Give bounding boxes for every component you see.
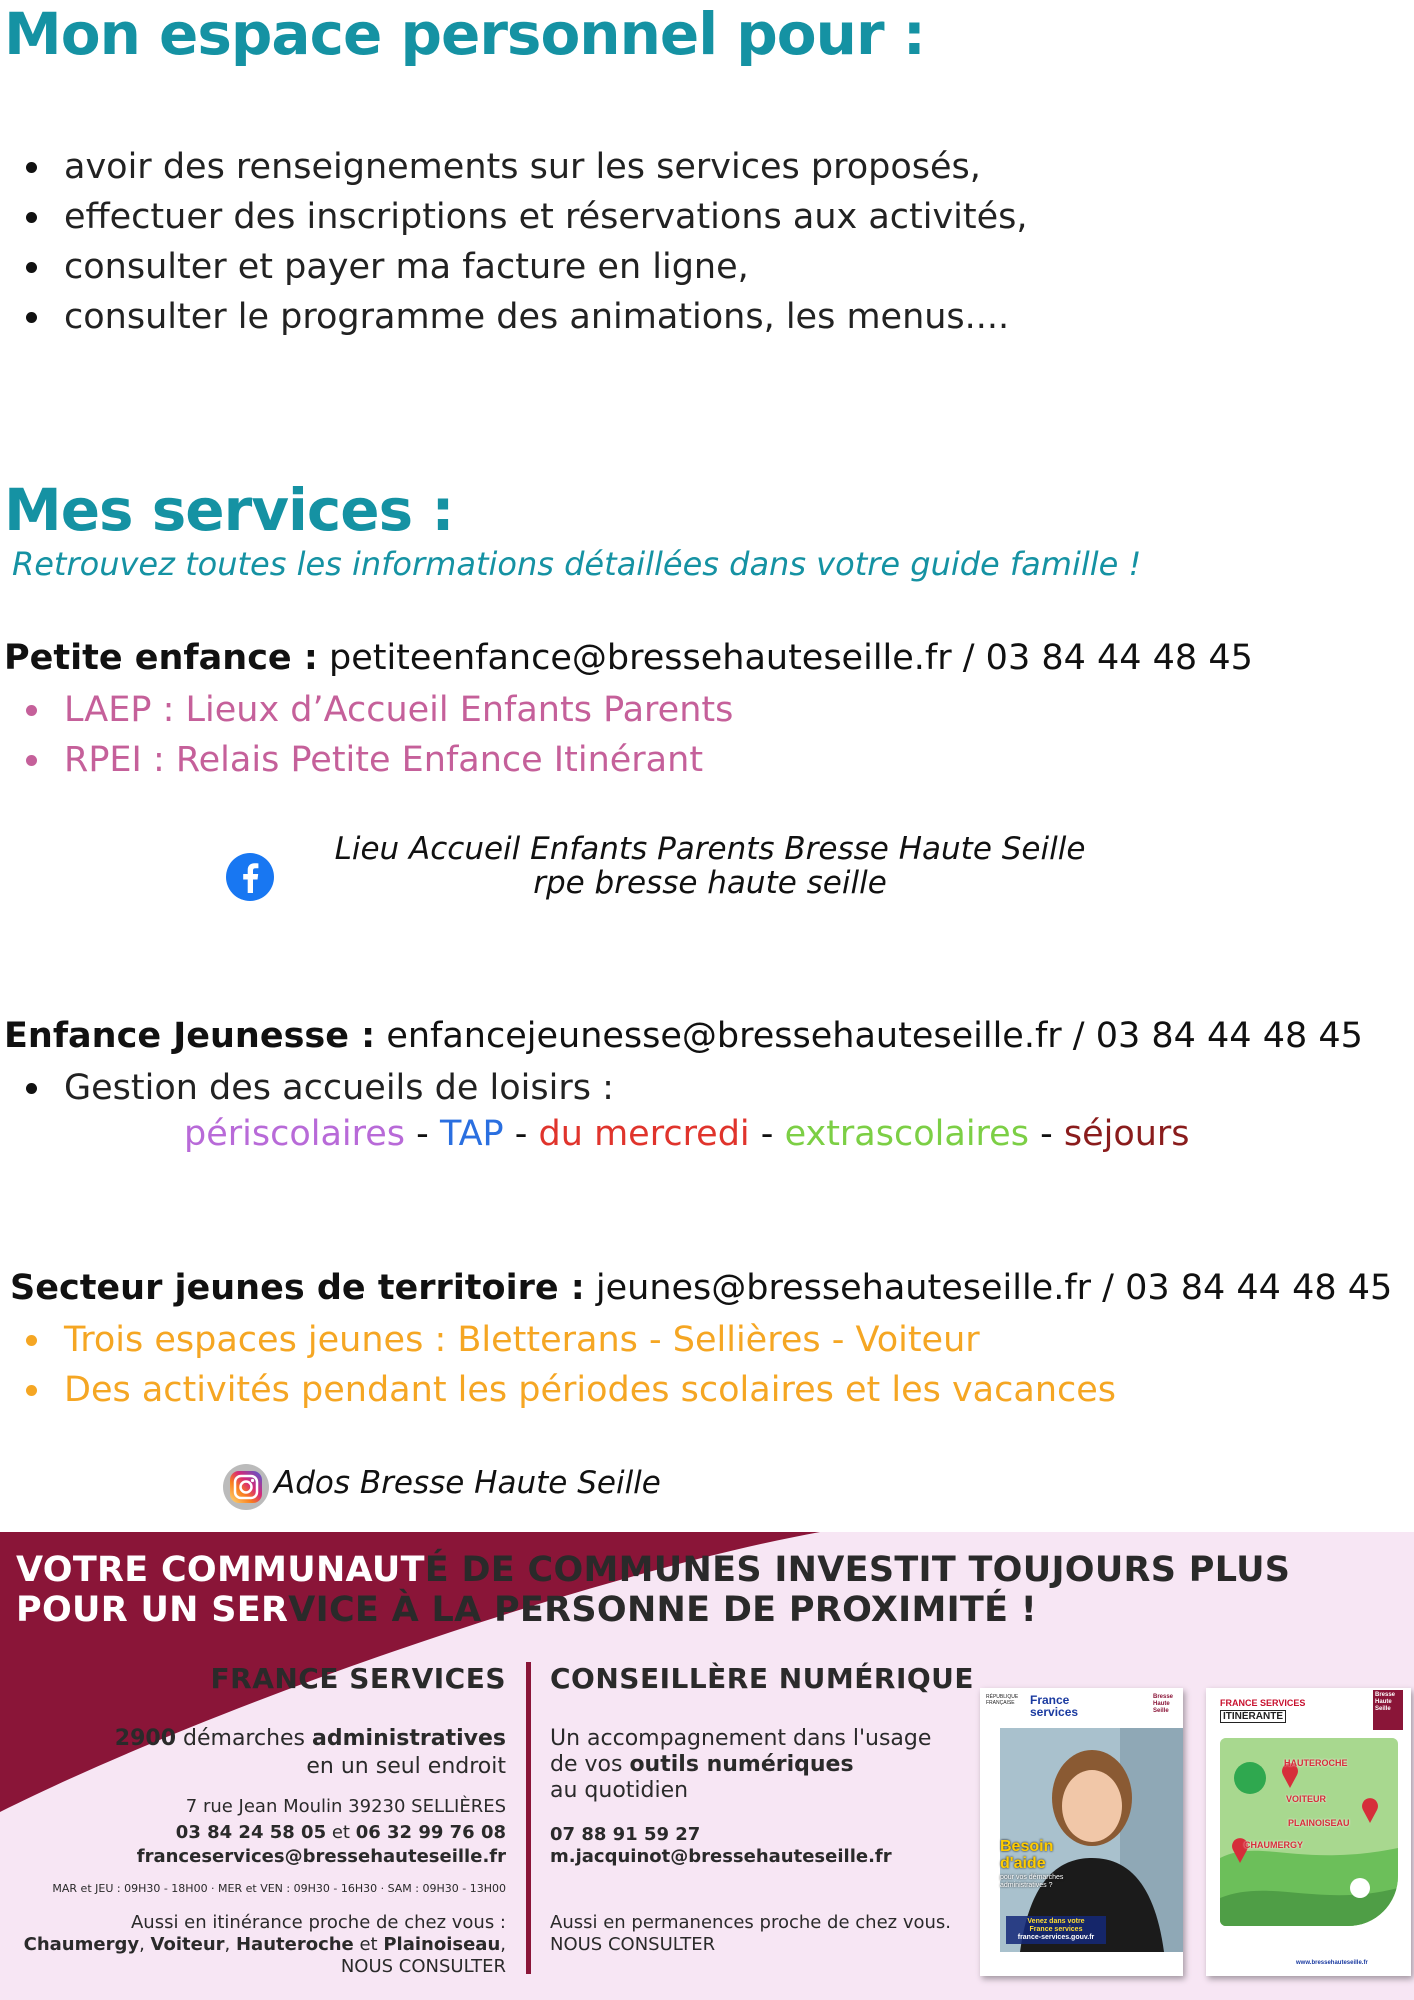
petite-enfance-contact[interactable]: petiteenfance@bressehauteseille.fr / 03 84 44 48 45 (317, 638, 1253, 678)
conseillere-line2 (550, 1752, 854, 1777)
poster-sub: pour vos démarches administratives ? (1000, 1874, 1064, 1889)
list-item: LAEP : Lieux d’Accueil Enfants Parents (0, 685, 733, 735)
poster2-logo: Bresse Haute Seille (1373, 1690, 1403, 1730)
town-separator: et (353, 1934, 384, 1955)
france-services-phones[interactable] (176, 1822, 506, 1843)
separator: - (1028, 1114, 1064, 1154)
france-services-address: 7 rue Jean Moulin 39230 SELLIÈRES (185, 1796, 506, 1817)
town-name: Chaumergy (23, 1934, 140, 1955)
separator: - (405, 1114, 440, 1154)
poster2-town: CHAUMERGY (1244, 1840, 1304, 1850)
conseillere-line3: au quotidien (550, 1778, 689, 1803)
poster-brand-line: France (1030, 1693, 1070, 1707)
enfance-jeunesse-list (0, 1063, 614, 1113)
france-services-itinerance: Aussi en itinérance proche de chez vous : (130, 1912, 506, 1933)
secteur-jeunes-heading (10, 1268, 1392, 1308)
list-item: RPEI : Relais Petite Enfance Itinérant (0, 735, 733, 785)
poster2-title1: FRANCE SERVICES (1220, 1698, 1306, 1708)
conseillere-line2-text: de vos (550, 1752, 630, 1777)
poster-besoin-line: Besoin (1000, 1838, 1054, 1855)
conseillere-email[interactable]: m.jacquinot@bressehauteseille.fr (550, 1846, 892, 1867)
town-separator: , (500, 1934, 506, 1955)
conseillere-heading: CONSEILLÈRE NUMÉRIQUE (550, 1662, 975, 1695)
poster-brand-line: services (1030, 1705, 1079, 1719)
banner-title (16, 1550, 1290, 1630)
enfance-jeunesse-heading (4, 1016, 1363, 1056)
list-item: Gestion des accueils de loisirs : (0, 1063, 614, 1113)
list-item: effectuer des inscriptions et réservations aux activités, (0, 192, 1028, 242)
count-number: 2900 (114, 1726, 177, 1751)
enfance-jeunesse-contact[interactable]: enfancejeunesse@bressehauteseille.fr / 03 84 44 48 45 (375, 1016, 1363, 1056)
town-name: Hauteroche (235, 1934, 354, 1955)
poster2-town: VOITEUR (1286, 1794, 1327, 1804)
facebook-icon[interactable] (226, 853, 274, 901)
facebook-pages[interactable] (290, 832, 1130, 900)
poster-france-services (980, 1688, 1183, 1976)
section-title-espace: Mon espace personnel pour : (4, 0, 925, 68)
town-name: Plainoiseau (383, 1934, 501, 1955)
facebook-page-rpe[interactable]: rpe bresse haute seille (533, 865, 887, 901)
separator: - (749, 1114, 785, 1154)
promo-banner (0, 1532, 1414, 2000)
secteur-jeunes-label: Secteur jeunes de territoire : (10, 1268, 585, 1308)
list-item: consulter le programme des animations, les menus.... (0, 292, 1028, 342)
banner-title-part: POUR UN SER (16, 1590, 289, 1630)
list-item: Des activités pendant les périodes scolaires et les vacances (0, 1365, 1116, 1415)
republique-label: RÉPUBLIQUE FRANÇAISE (986, 1694, 1019, 1706)
poster-besoin-line: d'aide (1000, 1855, 1046, 1872)
instagram-page[interactable]: Ados Bresse Haute Seille (274, 1465, 661, 1501)
poster-brand (1030, 1694, 1078, 1718)
poster-logo: Bresse Haute Seille (1153, 1694, 1174, 1714)
phone-number[interactable]: 06 32 99 76 08 (355, 1822, 506, 1843)
phone-separator: et (326, 1822, 356, 1843)
list-item: consulter et payer ma facture en ligne, (0, 242, 1028, 292)
petite-enfance-heading (4, 638, 1253, 678)
town-name: Voiteur (150, 1934, 225, 1955)
enfance-jeunesse-label: Enfance Jeunesse : (4, 1016, 376, 1056)
petite-enfance-label: Petite enfance : (4, 638, 318, 678)
poster2-town: HAUTEROCHE (1284, 1758, 1348, 1768)
type-extrascolaires: extrascolaires (784, 1114, 1029, 1154)
france-services-line2: en un seul endroit (306, 1754, 506, 1779)
poster-besoin (1000, 1838, 1053, 1872)
poster2-title2: ITINÉRANTE (1220, 1710, 1286, 1723)
poster2-town: PLAINOISEAU (1288, 1818, 1350, 1828)
count-bold: administratives (312, 1726, 506, 1751)
conseillere-line2-bold: outils numériques (629, 1752, 854, 1777)
secteur-jeunes-contact[interactable]: jeunes@bressehauteseille.fr / 03 84 44 48 45 (584, 1268, 1393, 1308)
france-services-hours: MAR et JEU : 09H30 - 18H00 · MER et VEN : 09H30 - 16H30 · SAM : 09H30 - 13H00 (52, 1882, 506, 1895)
poster2-url: www.bressehauteseille.fr (1296, 1960, 1368, 1966)
france-services-email[interactable]: franceservices@bressehauteseille.fr (136, 1846, 506, 1867)
separator: - (503, 1114, 539, 1154)
guide-note: Retrouvez toutes les informations détaillées dans votre guide famille ! (12, 545, 1142, 583)
facebook-page-laep[interactable]: Lieu Accueil Enfants Parents Bresse Haute Seille (334, 831, 1086, 867)
conseillere-permanences: Aussi en permanences proche de chez vous. (550, 1912, 952, 1933)
france-services-count (115, 1726, 506, 1751)
poster-venez-line: France services (1029, 1926, 1083, 1933)
town-separator: , (224, 1934, 236, 1955)
secteur-jeunes-list (0, 1315, 1116, 1415)
accueil-types (184, 1114, 1190, 1154)
count-text: démarches (176, 1726, 313, 1751)
france-services-towns (24, 1934, 506, 1955)
type-sejours: séjours (1063, 1114, 1190, 1154)
banner-title-part: VOTRE COMMUNAUT (16, 1550, 425, 1590)
type-tap: TAP (439, 1114, 504, 1154)
column-divider (526, 1662, 531, 1974)
banner-title-part: VICE À LA PERSONNE DE PROXIMITÉ ! (288, 1590, 1038, 1630)
type-mercredi: du mercredi (538, 1114, 750, 1154)
banner-title-part: É DE COMMUNES INVESTIT TOUJOURS PLUS (424, 1550, 1291, 1590)
france-services-heading: FRANCE SERVICES (210, 1662, 506, 1695)
section-title-services: Mes services : (4, 476, 454, 544)
type-periscolaires: périscolaires (184, 1114, 406, 1154)
poster-itinerante (1206, 1688, 1411, 1976)
espace-list (0, 142, 1028, 342)
town-separator: , (139, 1934, 151, 1955)
conseillere-phone[interactable]: 07 88 91 59 27 (550, 1824, 701, 1845)
phone-number[interactable]: 03 84 24 58 05 (175, 1822, 327, 1843)
france-services-consult: NOUS CONSULTER (340, 1956, 506, 1977)
conseillere-consult: NOUS CONSULTER (550, 1934, 716, 1955)
poster-venez (1006, 1916, 1106, 1944)
poster2-map (1220, 1738, 1398, 1926)
list-item: Trois espaces jeunes : Bletterans - Sellières - Voiteur (0, 1315, 1116, 1365)
conseillere-line1: Un accompagnement dans l'usage (550, 1726, 932, 1751)
poster-url: france-services.gouv.fr (1017, 1934, 1095, 1941)
list-item: avoir des renseignements sur les services proposés, (0, 142, 1028, 192)
petite-enfance-list (0, 685, 733, 785)
poster-venez-line: Venez dans votre (1027, 1918, 1085, 1925)
instagram-icon[interactable] (222, 1463, 270, 1511)
